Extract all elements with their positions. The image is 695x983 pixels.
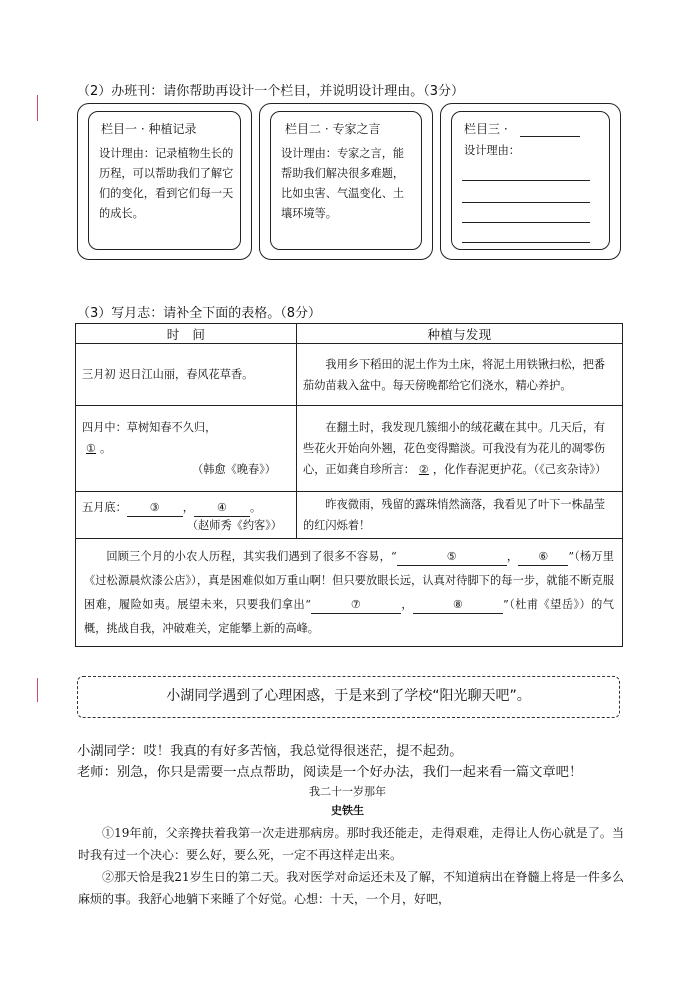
header-finding: 种植与发现 xyxy=(297,324,623,344)
article-title: 我二十一岁那年 xyxy=(309,785,386,798)
column-card-2 xyxy=(259,103,433,260)
column-1-title: 栏目一 · 种植记录 xyxy=(101,122,197,136)
blank-1[interactable]: ① xyxy=(86,442,97,455)
column-card-2-inner xyxy=(270,111,422,250)
column-card-3-inner xyxy=(451,111,610,250)
column-3-reason-label: 设计理由： xyxy=(464,144,520,157)
answer-line-2[interactable] xyxy=(462,202,590,203)
column-1-reason: 设计理由：记录植物生长的历程，可以帮助我们了解它们的变化，看到它们每一天的成长。 xyxy=(99,147,234,220)
column-3-title-blank[interactable] xyxy=(520,136,580,137)
row-march-time: 三月初 迟日江山丽，春风花草香。 xyxy=(76,344,297,406)
blank-8[interactable]: ⑧ xyxy=(413,597,503,614)
article-paragraph-1: ①19年前，父亲搀扶着我第一次走进那病房。那时我还能走，走得艰难，走得让人伤心就是了。当时我有过一个决心：要么好，要么死，一定不再这样走出来。 xyxy=(78,826,624,862)
april-source: （韩愈《晚春》） xyxy=(192,463,276,476)
blank-6[interactable]: ⑥ xyxy=(518,549,568,566)
q3-prompt: （3）写月志：请补全下面的表格。（8分） xyxy=(77,306,322,321)
answer-line-4[interactable] xyxy=(462,242,590,243)
answer-line-3[interactable] xyxy=(462,222,590,223)
column-card-1-inner xyxy=(88,111,241,250)
column-2-title: 栏目二 · 专家之言 xyxy=(285,122,381,136)
header-time: 时 间 xyxy=(76,324,297,344)
column-2-reason: 设计理由：专家之言，能帮助我们解决很多难题，比如虫害、气温变化、土壤环境等。 xyxy=(281,147,405,220)
blank-3[interactable]: ③ xyxy=(127,500,183,517)
article-author: 史铁生 xyxy=(331,804,364,817)
row-april-finding: 在翻土时，我发现几簇细小的绒花藏在其中。几天后，有些花火开始向外翘，花色变得黯淡。可我没有为花儿的凋零伤心，正如龚自珍所言： ② ，化作春泥更护花。（《己亥杂诗》） xyxy=(297,406,623,492)
monthly-journal-table xyxy=(75,323,623,647)
row-may-finding: 昨夜微雨，残留的露珠悄然滴落，我看见了叶下一株晶莹的红闪烁着！ xyxy=(297,492,623,539)
april-line: 四月中：草树知春不久归， xyxy=(82,421,217,434)
teacher-line: 老师：别急，你只是需要一点点帮助，阅读是一个好办法，我们一起来看一篇文章吧！ xyxy=(77,765,583,780)
row-april-time: 四月中：草树知春不久归， ① 。 （韩愈《晚春》） xyxy=(76,406,297,492)
row-march-finding: 我用乡下稻田的泥土作为土床，将泥土用铁锹扫松，把番茄幼苗栽入盆中。每天傍晚都给它们浇水，精心养护。 xyxy=(297,344,623,406)
row-may-time: 五月底： ③ ， ④ 。 （赵师秀《约客》） xyxy=(76,492,297,539)
column-3-title: 栏目三 · xyxy=(464,122,508,136)
summary-cell xyxy=(76,539,623,647)
summary-text: 回顾三个月的小农人历程，其实我们遇到了很多不容易，“ ⑤ ， ⑥ ”（杨万里《过松源晨炊漆公店》），真是困难似如万重山啊！但只要放眼长远，认真对待脚下的每一步，就能不断克服困难，履险如夷。展望未来，只要我们拿出“ ⑦ ， ⑧ ”（杜甫《望岳》）的气概，挑战自我，冲破难关，定能攀上新的高峰。 xyxy=(84,549,614,635)
blank-4[interactable]: ④ xyxy=(194,500,250,517)
blank-2[interactable]: ② xyxy=(418,463,429,476)
may-source: （赵师秀《约客》） xyxy=(186,518,282,532)
q2-prompt: （2）办班刊：请你帮助再设计一个栏目，并说明设计理由。（3分） xyxy=(77,84,465,99)
student-line: 小湖同学：哎！我真的有好多苦恼，我总觉得很迷茫，提不起劲。 xyxy=(77,744,463,759)
column-card-1 xyxy=(77,103,252,260)
scenario-banner: 小湖同学遇到了心理困惑，于是来到了学校“阳光聊天吧”。 xyxy=(77,676,620,718)
margin-marker-bottom xyxy=(37,678,38,702)
answer-line-1[interactable] xyxy=(462,180,590,181)
article-paragraph-2: ②那天恰是我21岁生日的第二天。我对医学对命运还未及了解，不知道病出在脊髓上将是一件多么麻烦的事。我舒心地躺下来睡了个好觉。心想：十天，一个月，好吧， xyxy=(78,870,624,906)
margin-marker-top xyxy=(37,95,38,121)
column-card-3 xyxy=(440,103,621,260)
blank-5[interactable]: ⑤ xyxy=(397,549,507,566)
blank-7[interactable]: ⑦ xyxy=(311,597,401,614)
